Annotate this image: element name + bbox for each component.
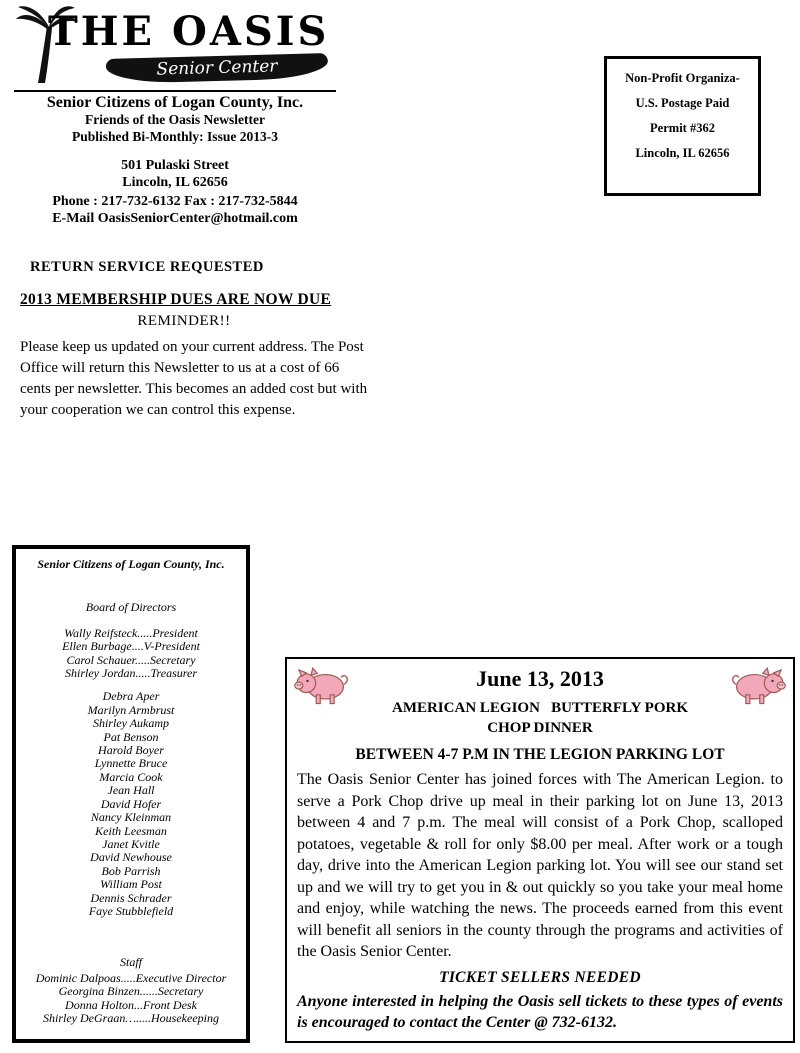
list-item: William Post [100, 877, 162, 892]
postage-line: Non-Profit Organiza- [625, 71, 740, 85]
list-item: Marcia Cook [99, 769, 163, 784]
street-address: 501 Pulaski Street [121, 158, 229, 173]
list-item: Marilyn Armbrust [87, 702, 175, 717]
list-item: Lynnette Bruce [94, 756, 168, 771]
list-item: Pat Benson [103, 729, 159, 744]
list-item: Georgina Binzen......Secretary [58, 984, 204, 999]
event-title-line2: CHOP DINNER [487, 720, 593, 736]
list-item: Jean Hall [107, 783, 155, 798]
list-item: Faye Stubblefield [88, 903, 174, 918]
list-item: Shirley DeGraan….....Housekeeping [43, 1010, 219, 1025]
reminder-text: REMINDER!! [137, 313, 231, 329]
org-name: Senior Citizens of Logan County, Inc. [14, 90, 336, 112]
list-item: Donna Holton...Front Desk [65, 997, 197, 1012]
event-announcement-box [285, 657, 795, 1043]
masthead [14, 4, 336, 111]
postage-permit-box [604, 56, 761, 196]
logo-subtitle: Senior Center [156, 56, 278, 80]
list-item: Nancy Kleinman [90, 810, 172, 825]
list-item: Wally Reifsteck.....President [64, 625, 198, 640]
members-list [16, 690, 246, 918]
list-item: Bob Parrish [101, 863, 161, 878]
board-of-directors-box [12, 545, 250, 1043]
staff-heading: Staff [119, 955, 142, 970]
logo-title: THE OASIS [48, 8, 330, 55]
list-item: David Hofer [100, 796, 162, 811]
dues-heading: 2013 MEMBERSHIP DUES ARE NOW DUE [20, 291, 332, 308]
ticket-sellers-body: Anyone interested in helping the Oasis sell tickets to these types of events is encouraged to contact the Center @ 732-6132. [297, 992, 783, 1031]
staff-list [16, 972, 246, 1026]
list-item: Shirley Aukamp [92, 716, 170, 731]
city-state-zip: Lincoln, IL 62656 [122, 175, 228, 190]
list-item: David Newhouse [90, 850, 172, 865]
board-heading: Board of Directors [85, 600, 177, 615]
postage-line: U.S. Postage Paid [635, 96, 730, 110]
newsletter-title: Friends of the Oasis Newsletter [85, 112, 265, 127]
oasis-logo [14, 4, 336, 94]
contact-info [14, 157, 336, 227]
ticket-sellers-heading: TICKET SELLERS NEEDED [439, 968, 641, 986]
event-title-line1: AMERICAN LEGION BUTTERFLY PORK [391, 700, 688, 716]
list-item: Shirley Jordan.....Treasurer [65, 666, 197, 681]
phone-fax: Phone : 217-732-6132 Fax : 217-732-5844 [52, 194, 298, 209]
board-org-name: Senior Citizens of Logan County, Inc. [37, 557, 225, 571]
list-item: Janet Kvitle [102, 836, 160, 851]
email: E-Mail OasisSeniorCenter@hotmail.com [52, 211, 298, 226]
event-date: June 13, 2013 [476, 666, 604, 691]
event-body: The Oasis Senior Center has joined forces with The American Legion. to serve a Pork Chop drive up meal in their parking lot on June 13, 2013 between 4 and 7 p.m. The meal will consist of a Pork Chop, scalloped potatoes, vegetable & roll for only $8.00 per meal. After work or a tough day, drive into the American Legion parking lot. You will see our stand set up and we will try to get you in & out quickly so you take your meal home and enjoy, while watching the news. The proceeds earned from this event will benefit all seniors in the county through the programs and activities of the Oasis Senior Center. [297, 771, 783, 960]
list-item: Keith Leesman [95, 823, 167, 838]
address-update-paragraph: Please keep us updated on your current address. The Post Office will return this Newsletter to us at a cost of 66 cents per newsletter. This becomes an added cost but with your cooperation we can control this expense. [20, 339, 368, 418]
officers-list [16, 627, 246, 681]
logo-ribbon [106, 53, 329, 84]
list-item: Dennis Schrader [90, 890, 172, 905]
list-item: Ellen Burbage....V-President [62, 639, 200, 654]
newsletter-issue: Published Bi-Monthly: Issue 2013-3 [72, 128, 278, 144]
pig-icon [293, 664, 351, 706]
postage-line: Lincoln, IL 62656 [635, 146, 730, 160]
list-item: Carol Schauer.....Secretary [66, 652, 196, 667]
pig-icon [729, 664, 787, 706]
list-item: Debra Aper [102, 689, 160, 704]
event-subtitle: BETWEEN 4-7 P.M IN THE LEGION PARKING LOT [355, 746, 725, 763]
list-item: Harold Boyer [98, 743, 164, 758]
newsletter-info [14, 112, 336, 145]
return-service-notice: RETURN SERVICE REQUESTED [30, 259, 264, 275]
postage-line: Permit #362 [650, 121, 715, 135]
list-item: Dominic Dalpoas.....Executive Director [35, 970, 227, 985]
